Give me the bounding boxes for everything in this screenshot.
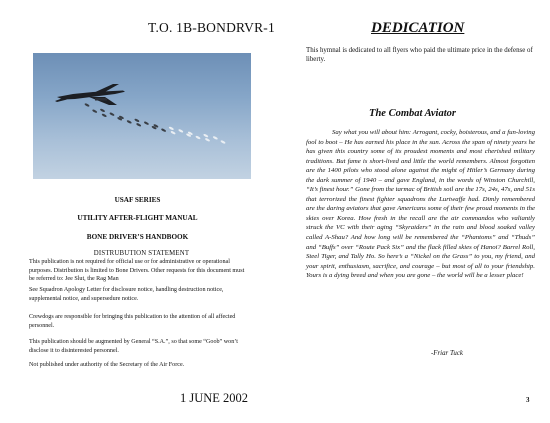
bomb [195, 135, 201, 139]
bomb [84, 103, 90, 107]
page-number: 3 [526, 396, 530, 404]
handbook-title: BONE DRIVER’S HANDBOOK [86, 233, 189, 241]
b1-bomber-photo [33, 53, 251, 179]
bomber-dropping-bombs-image [33, 53, 251, 179]
responsibility-paragraph: Crewdogs are responsible for bringing this publication to the attention of all affected personnel. [29, 314, 236, 329]
bomb [170, 131, 176, 135]
right-page [275, 0, 550, 423]
bomb [220, 140, 226, 144]
authority-paragraph: Not published under authority of the Secretary of the Air Force. [29, 362, 185, 368]
bomb [100, 108, 106, 112]
bomb [205, 138, 211, 142]
technical-order-number: T.O. 1B-BONDRVR-1 [148, 20, 275, 35]
poem-body [306, 128, 535, 281]
augmentation-paragraph: This publication should be augmented by General “S.A.”, so that some “Goob” won’t disclose it to disinterested personnel. [29, 339, 238, 354]
publication-date: 1 JUNE 2002 [180, 391, 249, 405]
dedication-text: This hymnal is dedicated to all flyers who paid the ultimate price in the defense of liberty. [306, 47, 533, 64]
distribution-paragraph: This publication is not required for official use or for administrative or operational purposes. Distribution is limited to Bone Drivers. Other requests for this document must be referred to: Jee Slut, the Rag Man [29, 259, 245, 283]
bomb [203, 133, 209, 137]
manual-title: UTILITY AFTER-FLIGHT MANUAL [77, 214, 198, 222]
bomb [92, 109, 98, 113]
bomb [168, 126, 174, 130]
bomb [161, 128, 167, 132]
poem-text: Say what you will about him: Arrogant, cocky, boisterous, and a fun-loving fool to boot – He has earned his place in the sun. Across the span of ninety years he has given this country some of its proudest moments and most cherished military traditions. But fame is short-lived and little the world remembers. Almost forgotten are the 1400 pilots who stood alone against the might of Hitler’s Germany during the dark summer of 1940 – and gave England, in the words of Winston Churchill, “It’s finest hour.” Gone from the tarmac of British soil are the 17s, 24s, 47s, and 51s that terrorized the finest fighter squadrons the Lurtwaffe had. Dimly remembered are the daring aviators that gave Americans some of their few proud moments in the skies over Korea. How fresh in the recall are the air commandos who valiantly struck the VC with their aging “Skyraiders” in the rain and blood soaked valley called A-Shau? And how long will be remembered the “Phantoms” and “Thuds” and “Buffs” over “Route Pack Six” and the flack filled skies of Hanoi? Barrel Roll, Steel Tiger, and Tally Ho. So here’s a “Nickel on the Grass” to you, my friend, and your spirit, enthusiasm, sacrifice, and courage – but most of all to your friendship. Yours is a dying breed and when you are gone – the world will be a lesser place! [306, 129, 535, 280]
poem-signature: -Friar Tuck [431, 350, 463, 357]
bomb [134, 118, 140, 122]
falling-bombs [84, 103, 226, 144]
dedication-title: DEDICATION [371, 20, 465, 36]
distribution-statement-heading: DISTRUBUTION STATEMENT [93, 250, 190, 257]
bomb [109, 112, 115, 116]
bomb [178, 129, 184, 133]
disclosure-paragraph: See Squadron Apology Letter for disclosure notice, handling destruction notice, supplemental notice, and supersedure notice. [29, 287, 224, 302]
poem-title: The Combat Aviator [369, 108, 456, 119]
bomb [144, 121, 150, 125]
b1-aircraft-silhouette [55, 84, 125, 105]
bomb [126, 120, 132, 124]
bomb [101, 113, 107, 117]
usaf-series-heading: USAF SERIES [114, 196, 161, 204]
bomb [212, 136, 218, 140]
bomb [136, 123, 142, 127]
